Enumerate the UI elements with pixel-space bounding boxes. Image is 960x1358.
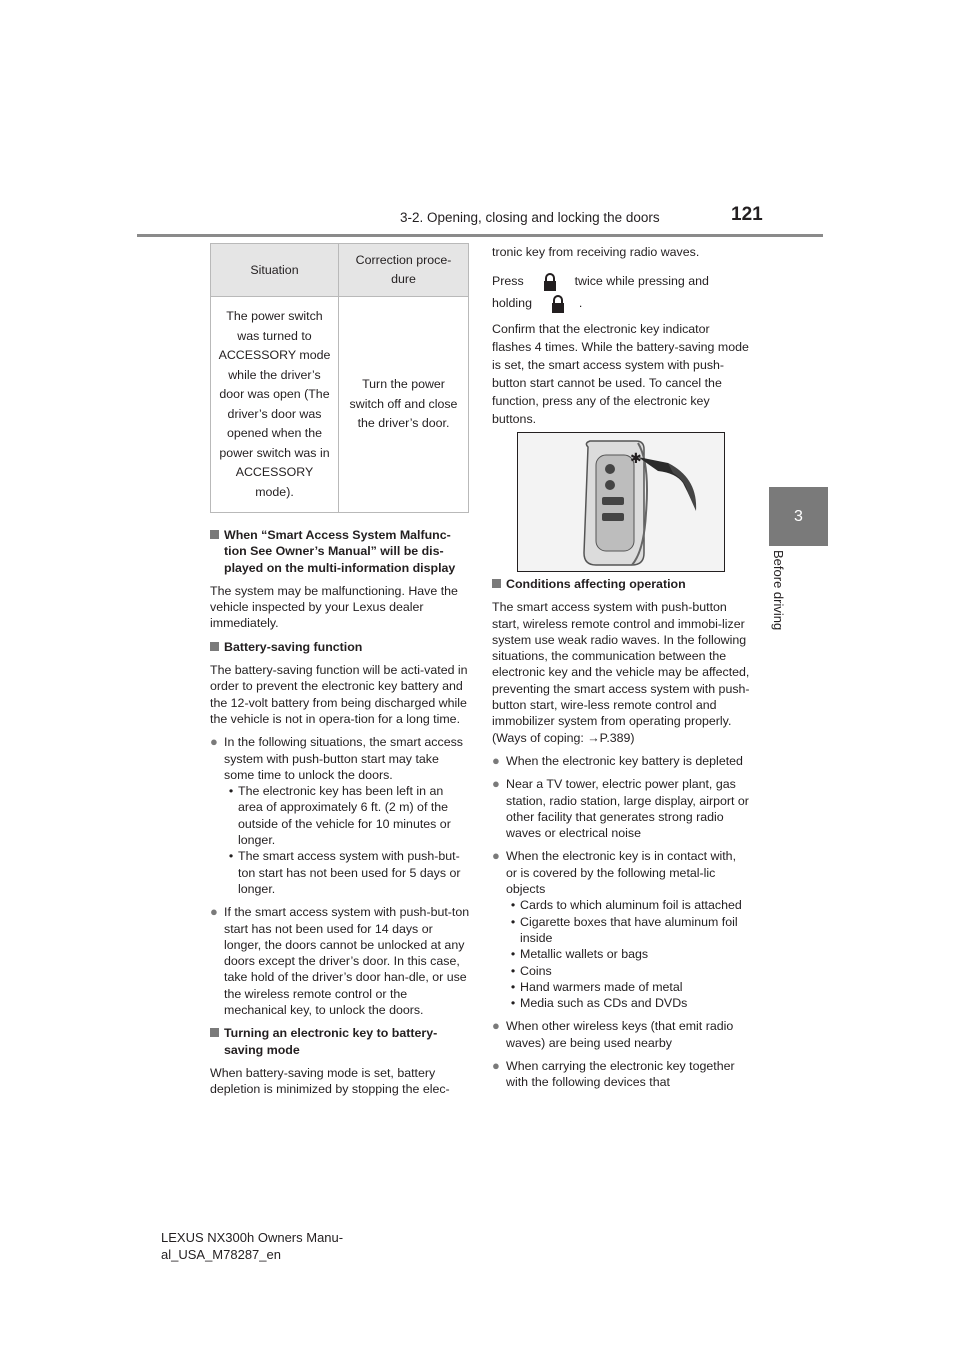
table-cell-situation: The power switch was turned to ACCESSORY mode while the driver’s door was open (The driver’s door was opened when the power switch was in ACCESSORY mode).: [211, 297, 339, 513]
right-column-top: [492, 244, 750, 435]
circle-bullet-icon: ●: [210, 904, 218, 920]
bullet-metallic-objects: [492, 848, 750, 1011]
page-number: 121: [731, 204, 763, 225]
square-bullet-icon: [492, 579, 501, 588]
heading-conditions: Conditions affecting operation: [492, 576, 750, 592]
left-column: [210, 527, 470, 1105]
circle-bullet-icon: ●: [492, 1018, 500, 1034]
paragraph-radio-waves: tronic key from receiving radio waves.: [492, 245, 700, 259]
section-title: 3-2. Opening, closing and locking the doors: [400, 210, 660, 225]
circle-bullet-icon: ●: [210, 734, 218, 750]
heading-malfunction: When “Smart Access System Malfunc-tion See Owner’s Manual” will be dis-played on the multi-information display: [210, 527, 470, 576]
square-bullet-icon: [210, 642, 219, 651]
svg-text:✱: ✱: [630, 451, 642, 467]
bullet-text: When carrying the electronic key together with the following devices that: [506, 1059, 735, 1090]
heading-battery-saving: Battery-saving function: [210, 639, 470, 655]
chapter-tab: 3: [769, 487, 828, 546]
bullet-text: In the following situations, the smart access system with push-button start may take some time to unlock the doors.: [224, 735, 463, 782]
circle-bullet-icon: ●: [492, 848, 500, 864]
right-column-bottom: [492, 576, 750, 1098]
bullet-text: When other wireless keys (that emit radio waves) are being used nearby: [506, 1019, 734, 1050]
table-row: [211, 297, 469, 513]
key-fob-figure: [517, 432, 725, 572]
bullet-devices: [492, 1058, 750, 1091]
bullet-text: When the electronic key battery is depleted: [506, 753, 743, 768]
sub-item: • Cigarette boxes that have aluminum foil inside: [510, 914, 738, 945]
circle-bullet-icon: ●: [492, 776, 500, 792]
heading-battery-mode: Turning an electronic key to battery-saving mode: [210, 1025, 470, 1058]
paragraph-conditions: The smart access system with push-button start, wireless remote control and immobi-lizer system use weak radio waves. In the following situations, the communication between the electronic key and the vehicle may be affected, preventing the smart access system with push-button start, wire-less remote control and immobilizer system from operating properly. (Ways of coping: →P.389): [492, 600, 750, 745]
circle-bullet-icon: ●: [492, 752, 500, 768]
paragraph-confirm: Confirm that the electronic key indicator flashes 4 times. While the battery-saving mode is set, the smart access system with push-button start cannot be used. To cancel the function, press any of the electronic key buttons.: [492, 322, 749, 427]
circle-bullet-icon: ●: [492, 1058, 500, 1074]
lock-icon: [539, 272, 561, 292]
paragraph-malfunction: The system may be malfunctioning. Have the vehicle inspected by your Lexus dealer immediately.: [210, 583, 458, 631]
header-correction-text: Correction proce-dure: [355, 253, 452, 286]
sub-item: • Media such as CDs and DVDs: [510, 996, 688, 1011]
bullet-text: When the electronic key is in contact with, or is covered by the following metal-lic objects: [506, 849, 737, 897]
lock-icon: [547, 294, 569, 314]
sub-item: • Cards to which aluminum foil is attached: [510, 898, 742, 913]
paragraph-battery-saving: The battery-saving function will be acti-vated in order to prevent the electronic key battery and the 12-volt battery from being discharged while the vehicle is not in opera-tion for a long time.: [210, 663, 468, 726]
sub-item: • Hand warmers made of metal: [510, 979, 683, 994]
sub-item: • Metallic wallets or bags: [510, 947, 649, 962]
bullet-14-days: [210, 904, 470, 1018]
sub-item: • Coins: [510, 963, 552, 978]
bullet-text: If the smart access system with push-but-ton start has not been used for 14 days or longer, the doors cannot be unlocked at any doors except the driver’s door. In this case, take hold of the driver’s door han-dle, or use the wireless remote control or the mechanical key, to unlock the doors.: [224, 905, 470, 1018]
sub-item: • The electronic key has been left in an area of approximately 6 ft. (2 m) of the outside of the vehicle for 10 minutes or longer.: [228, 784, 451, 848]
sub-item: • The smart access system with push-but-ton start has not been used for 5 days or longer.: [228, 849, 461, 896]
situation-table: [210, 243, 469, 513]
bullet-slow-unlock: [210, 734, 470, 897]
square-bullet-icon: [210, 530, 219, 539]
bullet-tv-tower: [492, 776, 750, 841]
table-cell-correction: Turn the power switch off and close the driver’s door.: [339, 297, 469, 513]
chapter-label: [762, 550, 792, 650]
key-fob-icon: [518, 433, 724, 571]
paragraph-battery-mode: When battery-saving mode is set, battery depletion is minimized by stopping the elec-: [210, 1065, 450, 1097]
table-header-correction: [339, 244, 469, 297]
bullet-other-keys: [492, 1018, 750, 1051]
table-header-situation: Situation: [211, 244, 339, 297]
chapter-label-text: Before driving: [771, 550, 786, 631]
footer-manual-id: LEXUS NX300h Owners Manu-al_USA_M78287_en: [161, 1230, 344, 1262]
header-rule: [137, 234, 823, 237]
bullet-battery-depleted: [492, 753, 750, 769]
square-bullet-icon: [210, 1028, 219, 1037]
press-instruction: Press twice while pressing and holding .: [492, 270, 750, 314]
bullet-text: Near a TV tower, electric power plant, gas station, radio station, large display, airport or other facility that generates strong radio waves or electrical noise: [506, 777, 749, 841]
